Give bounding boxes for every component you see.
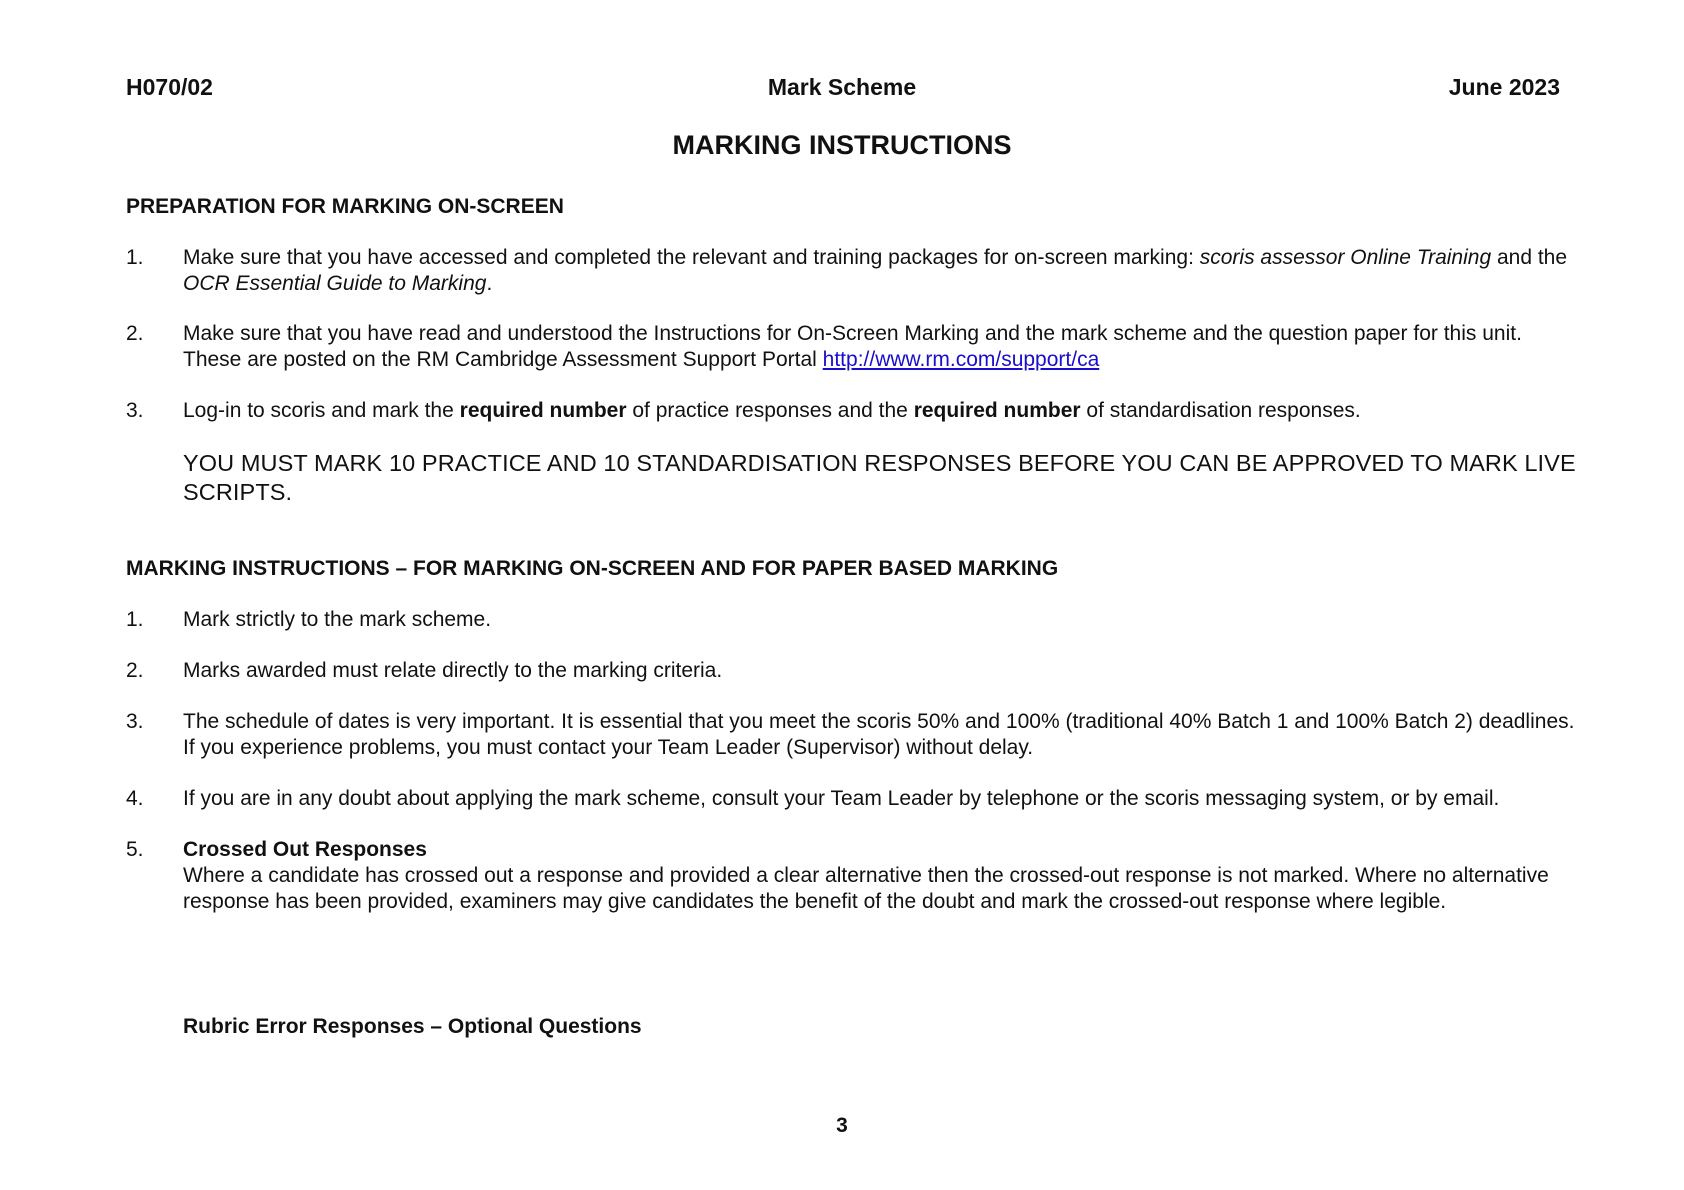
item-number: 5. <box>126 838 144 861</box>
item-number: 3. <box>126 399 144 422</box>
list-item <box>126 786 1576 812</box>
list-item <box>126 709 1576 761</box>
item-text: Make sure that you have accessed and completed the relevant and training packages for on-screen marking: scoris assessor Online Training and the OCR Essential Guide to Marking. <box>183 246 1568 295</box>
item-number: 1. <box>126 246 144 269</box>
item-text: Make sure that you have read and understood the Instructions for On-Screen Marking and the mark scheme and the question paper for this unit. These are posted on the RM Cambridge Assessment Support Portal http://www.rm.com/support/ca <box>183 322 1522 371</box>
header-date: June 2023 <box>1448 74 1560 100</box>
section-heading-marking: MARKING INSTRUCTIONS – FOR MARKING ON-SCREEN AND FOR PAPER BASED MARKING <box>126 557 1059 580</box>
item-text: Mark strictly to the mark scheme. <box>183 608 492 631</box>
rubric-error-heading: Rubric Error Responses – Optional Questions <box>183 1015 642 1038</box>
item-text: Log-in to scoris and mark the required number of practice responses and the required number of standardisation responses. <box>183 399 1361 422</box>
list-item <box>126 245 1576 297</box>
page-title: MARKING INSTRUCTIONS <box>672 130 1012 160</box>
item-number: 2. <box>126 659 144 682</box>
item-text: The schedule of dates is very important. It is essential that you meet the scoris 50% and 100% (traditional 40% Batch 1 and 100% Batch 2) deadlines. If you experience problems, you must contact your Team Leader (Supervisor) without delay. <box>183 710 1575 759</box>
item-body <box>183 837 1576 915</box>
list-item <box>126 658 1576 684</box>
list-item <box>126 607 1576 633</box>
list-item <box>126 398 1576 424</box>
item-text: If you are in any doubt about applying the mark scheme, consult your Team Leader by telephone or the scoris messaging system, or by email. <box>183 787 1500 810</box>
item-number: 1. <box>126 608 144 631</box>
support-portal-link[interactable]: http://www.rm.com/support/ca <box>822 348 1100 371</box>
item-text: Marks awarded must relate directly to the marking criteria. <box>183 659 723 682</box>
list-item <box>126 837 1576 915</box>
item-number: 2. <box>126 322 144 345</box>
mandatory-note: YOU MUST MARK 10 PRACTICE AND 10 STANDARDISATION RESPONSES BEFORE YOU CAN BE APPROVED TO MARK LIVE SCRIPTS. <box>183 450 1576 505</box>
item-text: Where a candidate has crossed out a response and provided a clear alternative then the crossed-out response is not marked. Where no alternative response has been provided, examiners may give candidates the benefit of the doubt and mark the crossed-out response where legible. <box>183 864 1549 913</box>
page-number: 3 <box>836 1114 848 1137</box>
item-heading: Crossed Out Responses <box>183 838 427 861</box>
item-number: 4. <box>126 787 144 810</box>
item-number: 3. <box>126 710 144 733</box>
section-heading-preparation: PREPARATION FOR MARKING ON-SCREEN <box>126 195 564 218</box>
header-doc-type: Mark Scheme <box>767 74 917 100</box>
list-item <box>126 321 1576 373</box>
header-code: H070/02 <box>126 74 213 100</box>
